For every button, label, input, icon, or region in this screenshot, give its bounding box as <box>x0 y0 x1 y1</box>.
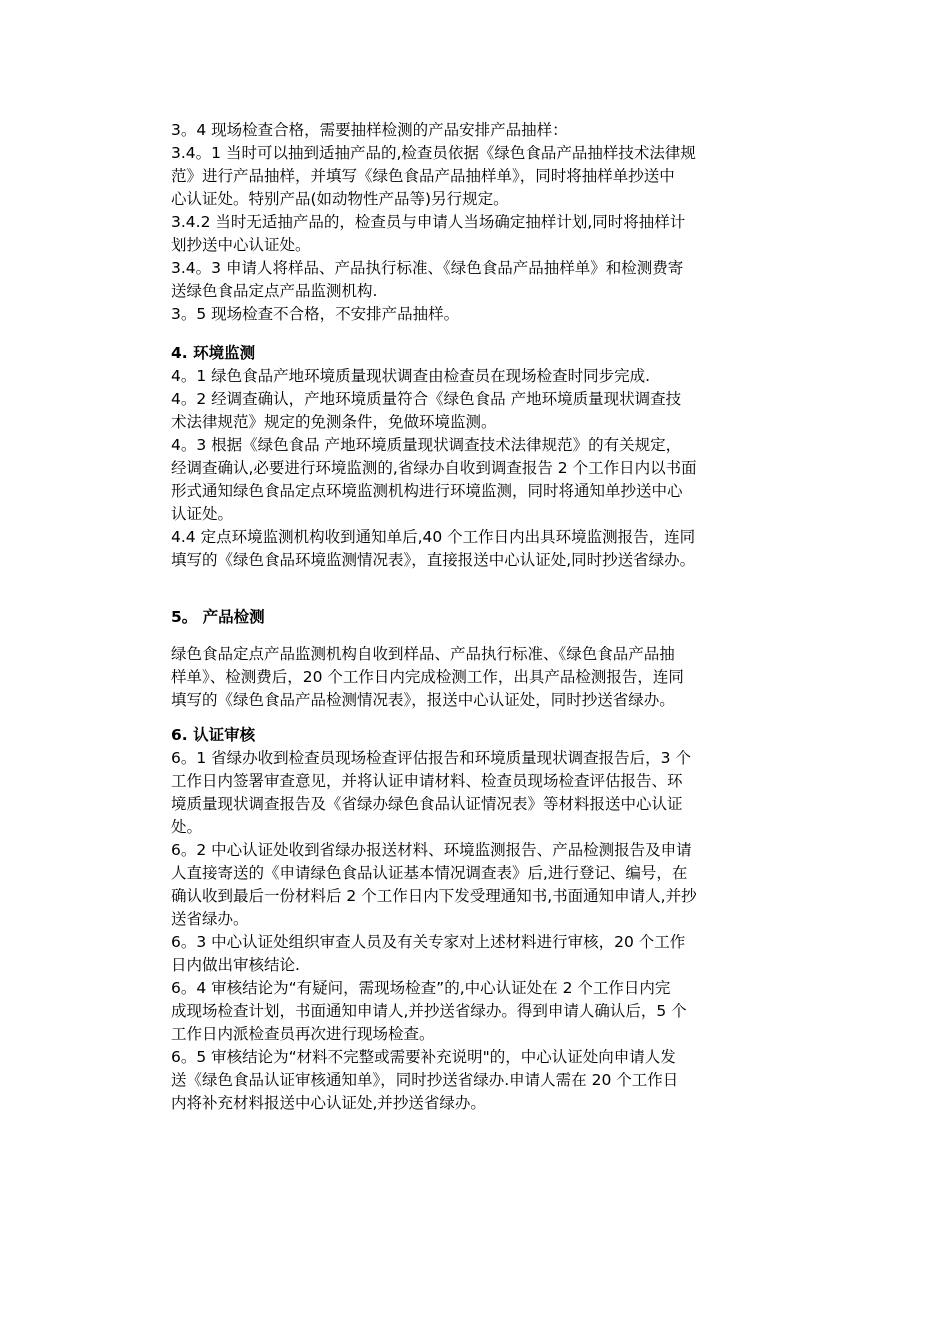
paragraph-line: 经调查确认,必要进行环境监测的,省绿办自收到调查报告 2 个工作日内以书面 <box>171 459 697 477</box>
section-heading: 6. 认证审核 <box>171 726 256 744</box>
paragraph-line: 送省绿办。 <box>171 910 249 928</box>
paragraph-line: 4。2 经调查确认，产地环境质量符合《绿色食品 产地环境质量现状调查技 <box>171 390 682 408</box>
paragraph-line: 样单》、检测费后，20 个工作日内完成检测工作，出具产品检测报告，连同 <box>171 668 684 686</box>
paragraph-line: 3.4。1 当时可以抽到适抽产品的,检查员依据《绿色食品产品抽样技术法律规 <box>171 144 696 162</box>
paragraph-line: 6。1 省绿办收到检查员现场检查评估报告和环境质量现状调查报告后，3 个 <box>171 749 691 767</box>
section-heading: 5。 产品检测 <box>171 608 265 626</box>
paragraph-line: 4.4 定点环境监测机构收到通知单后,40 个工作日内出具环境监测报告，连同 <box>171 528 696 546</box>
paragraph-line: 送《绿色食品认证审核通知单》，同时抄送省绿办.申请人需在 20 个工作日 <box>171 1071 679 1089</box>
paragraph-line: 处。 <box>171 818 203 836</box>
section-4 <box>171 342 801 572</box>
section-3 <box>171 119 801 326</box>
paragraph-line: 确认收到最后一份材料后 2 个工作日内下发受理通知书,书面通知申请人,并抄 <box>171 887 697 905</box>
paragraph-line: 术法律规范》规定的免测条件，免做环境监测。 <box>171 413 497 431</box>
paragraph-line: 成现场检查计划，书面通知申请人,并抄送省绿办。得到申请人确认后，5 个 <box>171 1002 687 1020</box>
paragraph-line: 人直接寄送的《申请绿色食品认证基本情况调查表》后,进行登记、编号，在 <box>171 864 688 882</box>
paragraph-line: 填写的《绿色食品产品检测情况表》，报送中心认证处，同时抄送省绿办。 <box>171 691 675 709</box>
paragraph-line: 3。4 现场检查合格，需要抽样检测的产品安排产品抽样： <box>171 121 568 139</box>
paragraph-line: 形式通知绿色食品定点环境监测机构进行环境监测，同时将通知单抄送中心 <box>171 482 683 500</box>
paragraph-line: 6。2 中心认证处收到省绿办报送材料、环境监测报告、产品检测报告及申请 <box>171 841 692 859</box>
paragraph-line: 3.4。3 申请人将样品、产品执行标准、《绿色食品产品抽样单》和检测费寄 <box>171 259 684 277</box>
paragraph-line: 范》进行产品抽样，并填写《绿色食品产品抽样单》，同时将抽样单抄送中 <box>171 167 675 185</box>
paragraph-line: 心认证处。特别产品(如动物性产品等)另行规定。 <box>171 190 509 208</box>
paragraph-line: 认证处。 <box>171 505 234 523</box>
paragraph-line: 3。5 现场检查不合格，不安排产品抽样。 <box>171 305 460 323</box>
section-6 <box>171 724 801 1115</box>
paragraph-line: 6。3 中心认证处组织审查人员及有关专家对上述材料进行审核，20 个工作 <box>171 933 686 951</box>
paragraph-line: 内将补充材料报送中心认证处,并抄送省绿办。 <box>171 1094 486 1112</box>
paragraph-line: 6。4 审核结论为“有疑问，需现场检查”的,中心认证处在 2 个工作日内完 <box>171 979 671 997</box>
paragraph-line: 绿色食品定点产品监测机构自收到样品、产品执行标准、《绿色食品产品抽 <box>171 645 675 663</box>
paragraph-line: 4。1 绿色食品产地环境质量现状调查由检查员在现场检查时同步完成. <box>171 367 651 385</box>
section-5 <box>171 606 801 712</box>
paragraph-line: 送绿色食品定点产品监测机构. <box>171 282 378 300</box>
paragraph-line: 境质量现状调查报告及《省绿办绿色食品认证情况表》等材料报送中心认证 <box>171 795 683 813</box>
paragraph-line: 工作日内派检查员再次进行现场检查。 <box>171 1025 435 1043</box>
paragraph-line: 4。3 根据《绿色食品 产地环境质量现状调查技术法律规范》的有关规定， <box>171 436 682 454</box>
paragraph-line: 填写的《绿色食品环境监测情况表》，直接报送中心认证处,同时抄送省绿办。 <box>171 551 696 569</box>
paragraph-line: 6。5 审核结论为“材料不完整或需要补充说明"的，中心认证处向申请人发 <box>171 1048 676 1066</box>
paragraph-line: 划抄送中心认证处。 <box>171 236 311 254</box>
section-heading: 4. 环境监测 <box>171 344 256 362</box>
paragraph-line: 工作日内签署审查意见，并将认证申请材料、检查员现场检查评估报告、环 <box>171 772 683 790</box>
paragraph-line: 3.4.2 当时无适抽产品的，检查员与申请人当场确定抽样计划,同时将抽样计 <box>171 213 686 231</box>
paragraph-line: 日内做出审核结论. <box>171 956 300 974</box>
document-page <box>171 119 801 1115</box>
